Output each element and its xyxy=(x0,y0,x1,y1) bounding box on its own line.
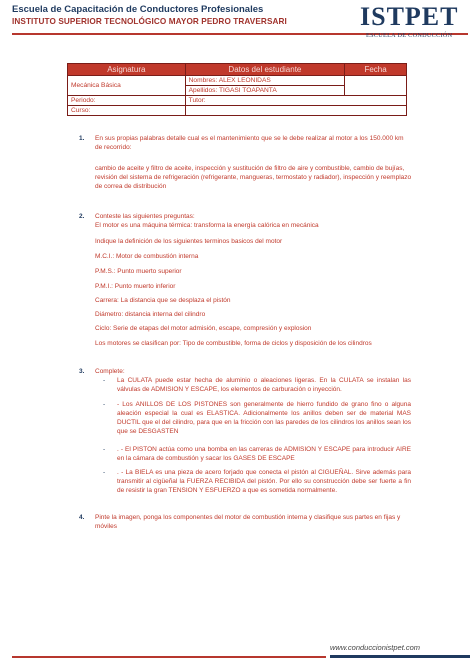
student-names: Nombres: ALEX LEONIDAS xyxy=(185,76,344,86)
question-3-text: Complete: xyxy=(95,368,125,375)
course-cell: Curso: xyxy=(68,106,186,116)
date-cell xyxy=(345,76,407,96)
q2-line-3: M.C.I.: Motor de combustión interna xyxy=(95,253,199,260)
logo-sub-text: ESCUELA DE CONDUCCIÓN xyxy=(366,32,453,39)
student-surnames: Apellidos: TIGASI TOAPANTA xyxy=(185,86,344,96)
question-4 xyxy=(79,513,409,531)
student-info-table xyxy=(67,63,407,116)
question-2-number: 2. xyxy=(79,213,85,220)
bullet-1-mark: - xyxy=(103,377,106,384)
q2-line-7: Diámetro: distancia interna del cilindro xyxy=(95,311,206,318)
q2-line-6: Carrera: La distancia que se desplaza el pistón xyxy=(95,297,231,304)
header-subject: Asignatura xyxy=(68,64,186,76)
tutor-cell: Tutor: xyxy=(185,96,406,106)
q3-bullet-4: . - La BIELA es una pieza de acero forjado que conecta el pistón al CIGUEÑAL. Sirve además para transmitir al cigüeñal la FUERZA RECIBIDA del pistón. Por ello su construcción debe ser fuerte a fin de resistir la gran TENSION Y ESFUERZO a que es sometida normalmente. xyxy=(117,469,411,494)
school-name: Escuela de Capacitación de Conductores Profesionales xyxy=(12,4,264,15)
question-1 xyxy=(79,134,409,152)
question-4-text: Pinte la imagen, ponga los componentes del motor de combustión interna y clasifique sus partes en fijas y móviles xyxy=(95,514,401,530)
q2-line-4: P.M.S.: Punto muerto superior xyxy=(95,268,182,275)
q2-line-5: P.M.I.: Punto muerto inferior xyxy=(95,283,176,290)
header-student-data: Datos del estudiante xyxy=(185,64,344,76)
bullet-2-mark: - xyxy=(103,401,106,408)
question-2 xyxy=(79,212,409,221)
period-cell: Periodo: xyxy=(68,96,186,106)
question-2-text: Conteste las siguientes preguntas: xyxy=(95,213,195,220)
question-3 xyxy=(79,367,409,376)
q2-line-8: Ciclo: Serie de etapas del motor admisión, escape, compresión y explosion xyxy=(95,325,312,332)
bullet-4-mark: - xyxy=(103,469,106,476)
institute-name: INSTITUTO SUPERIOR TECNOLÓGICO MAYOR PEDRO TRAVERSARI xyxy=(12,17,287,26)
q3-bullet-3: . - El PISTON actúa como una bomba en las carreras de ADMISION Y ESCAPE para introducir AIRE en la cámara de combustión y sacar los GASES DE ESCAPE xyxy=(117,446,411,462)
question-1-text: En sus propias palabras detalle cual es el mantenimiento que se le debe realizar al motor a los 150.000 km de recorrido: xyxy=(95,135,404,151)
q3-bullet-2: - Los ANILLOS DE LOS PISTONES son generalmente de hierro fundido de grano fino o alguna aleación especial la cual es ELASTICA. Adicionalmente los anillos deben ser de material MAS DUCTIL que el del cilindro, para que en la fricción con las paredes de los cilindros los anillos sean los que se DESGASTEN xyxy=(117,401,411,435)
q2-line-2: Indique la definición de los siguientes terminos basicos del motor xyxy=(95,238,283,245)
logo-main-text: ISTPET xyxy=(360,2,459,31)
footer-website: www.conduccionistpet.com xyxy=(330,643,421,652)
question-3-number: 3. xyxy=(79,368,85,375)
course-empty-cell xyxy=(185,106,406,116)
bullet-3-mark: - xyxy=(103,446,106,453)
question-4-number: 4. xyxy=(79,514,85,521)
question-1-answer: cambio de aceite y filtro de aceite, inspección y sustitución de filtro de aire y combustible, cambio de bujías, revisión del sistema de refrigeración (refrigerante, mangueras, termostato y radiador), inspección y reemplazo de correa de distribución xyxy=(95,165,412,190)
header-date: Fecha xyxy=(345,64,407,76)
q2-line-1: El motor es una máquina térmica: transforma la energía calórica en mecánica xyxy=(95,222,319,229)
footer-divider xyxy=(12,656,326,658)
q2-line-9: Los motores se clasifican por: Tipo de combustible, forma de ciclos y disposición de los cilindros xyxy=(95,340,372,347)
istpet-logo xyxy=(352,2,472,40)
subject-cell: Mecánica Básica xyxy=(68,76,186,96)
footer-bar xyxy=(330,655,470,658)
question-1-number: 1. xyxy=(79,135,85,142)
q3-bullet-1: La CULATA puede estar hecha de aluminio o aleaciones ligeras. En la CULATA se instalan las válvulas de ADMISION Y ESCAPE, los elementos de carburación o inyección. xyxy=(117,377,411,393)
